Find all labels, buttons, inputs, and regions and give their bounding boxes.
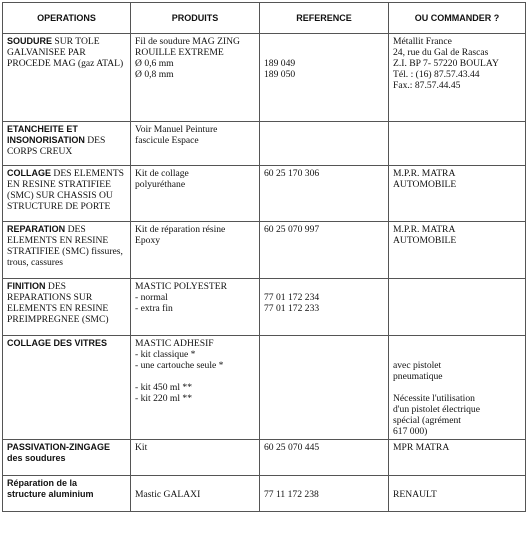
reference-line: 189 049 — [264, 58, 296, 69]
supplier-line: Métallit France — [393, 36, 452, 47]
reference-cell — [260, 122, 389, 166]
supplier-line: RENAULT — [393, 489, 437, 500]
operation-text: DES REPARATIONS SUR ELEMENTS EN RESINE PREIMPREGNEE (SMC) — [7, 281, 109, 325]
reference-spacer — [264, 281, 384, 292]
supplier-line: avec pistolet — [393, 360, 442, 371]
reference-cell — [260, 476, 389, 512]
operation-cell — [3, 440, 131, 476]
table-row — [3, 279, 526, 336]
supplier-line: M.P.R. MATRA — [393, 224, 456, 235]
supplier-line: Fax.: 87.57.44.45 — [393, 80, 461, 91]
operation-cell — [3, 336, 131, 440]
product-spacer — [135, 478, 255, 489]
reference-line: 77 11 172 238 — [264, 489, 319, 500]
product-line: - kit 220 ml ** — [135, 393, 193, 404]
product-line: Fil de soudure MAG ZING — [135, 36, 240, 47]
operation-bold: REPARATION — [7, 224, 66, 234]
table-row — [3, 166, 526, 222]
product-line: Ø 0,8 mm — [135, 69, 174, 80]
product-cell — [131, 166, 260, 222]
product-line: - extra fin — [135, 303, 173, 314]
operation-text: DES CORPS CREUX — [7, 135, 106, 157]
operation-bold: COLLAGE — [7, 168, 51, 178]
reference-spacer — [264, 478, 384, 489]
supplier-cell — [389, 336, 526, 440]
reference-line: 77 01 172 233 — [264, 303, 320, 314]
table-row — [3, 440, 526, 476]
supplier-line: d'un pistolet électrique — [393, 404, 480, 415]
reference-cell — [260, 279, 389, 336]
product-cell — [131, 122, 260, 166]
supplier-cell — [389, 122, 526, 166]
supplier-spacer — [393, 349, 521, 360]
operations-table — [2, 2, 526, 512]
operation-cell — [3, 122, 131, 166]
supplier-cell — [389, 440, 526, 476]
product-cell — [131, 440, 260, 476]
reference-cell — [260, 34, 389, 122]
header-operations: OPERATIONS — [3, 3, 131, 34]
product-line: MASTIC ADHESIF — [135, 338, 214, 349]
product-line: - kit 450 ml ** — [135, 382, 193, 393]
supplier-cell — [389, 279, 526, 336]
supplier-line: 617 000) — [393, 426, 428, 437]
header-produits: PRODUITS — [131, 3, 260, 34]
product-cell — [131, 476, 260, 512]
operation-bold: FINITION — [7, 281, 46, 291]
product-line: polyuréthane — [135, 179, 186, 190]
supplier-line: 24, rue du Gal de Rascas — [393, 47, 489, 58]
operation-text: SUR TOLE GALVANISEE PAR PROCEDE MAG (gaz ATAL) — [7, 36, 124, 69]
supplier-line: M.P.R. MATRA — [393, 168, 456, 179]
reference-cell — [260, 336, 389, 440]
product-spacer — [135, 371, 255, 382]
operation-bold: ETANCHEITE ET INSONORISATION — [7, 124, 85, 145]
product-line: Ø 0,6 mm — [135, 58, 174, 69]
table-row — [3, 34, 526, 122]
header-reference: REFERENCE — [260, 3, 389, 34]
reference-spacer — [264, 47, 384, 58]
table-row — [3, 122, 526, 166]
supplier-line: Nécessite l'utilisation — [393, 393, 475, 404]
operation-text: DES ELEMENTS EN RESINE STRATIFIEE (SMC) fissures, trous, cassures — [7, 224, 123, 268]
operation-bold: COLLAGE DES VITRES — [7, 338, 108, 348]
product-line: - kit classique * — [135, 349, 196, 360]
table-row — [3, 336, 526, 440]
product-cell — [131, 34, 260, 122]
reference-cell — [260, 166, 389, 222]
reference-cell — [260, 222, 389, 279]
product-line: ROUILLE EXTREME — [135, 47, 224, 58]
reference-line: 77 01 172 234 — [264, 292, 320, 303]
supplier-line: Tél. : (16) 87.57.43.44 — [393, 69, 480, 80]
operation-text: DES ELEMENTS EN RESINE STRATIFIEE (SMC) SUR CHASSIS OU STRUCTURE DE PORTE — [7, 168, 125, 212]
supplier-line: AUTOMOBILE — [393, 179, 457, 190]
supplier-line: AUTOMOBILE — [393, 235, 457, 246]
reference-line: 60 25 070 445 — [264, 442, 320, 453]
supplier-spacer — [393, 478, 521, 489]
product-line: MASTIC POLYESTER — [135, 281, 228, 292]
operation-cell — [3, 166, 131, 222]
header-row — [3, 3, 526, 34]
supplier-cell — [389, 166, 526, 222]
supplier-spacer — [393, 338, 521, 349]
reference-line: 189 050 — [264, 69, 296, 80]
operation-bold: Réparation de la — [7, 478, 78, 488]
reference-cell — [260, 440, 389, 476]
operation-bold: PASSIVATION-ZINGAGE — [7, 442, 111, 452]
product-line: - normal — [135, 292, 168, 303]
product-line: Kit de collage — [135, 168, 189, 179]
product-line: - une cartouche seule * — [135, 360, 224, 371]
product-line: Kit — [135, 442, 148, 453]
operation-bold-2: des soudures — [7, 453, 66, 463]
product-line: fascicule Espace — [135, 135, 199, 146]
product-cell — [131, 222, 260, 279]
operation-cell — [3, 279, 131, 336]
product-line: Voir Manuel Peinture — [135, 124, 218, 135]
operation-cell — [3, 476, 131, 512]
reference-spacer — [264, 36, 384, 47]
operation-bold: SOUDURE — [7, 36, 53, 46]
product-line: Epoxy — [135, 235, 161, 246]
supplier-line: MPR MATRA — [393, 442, 450, 453]
product-cell — [131, 279, 260, 336]
operation-cell — [3, 222, 131, 279]
product-line: Kit de réparation résine — [135, 224, 226, 235]
operation-cell — [3, 34, 131, 122]
supplier-spacer — [393, 382, 521, 393]
supplier-line: spécial (agrément — [393, 415, 461, 426]
table-row — [3, 222, 526, 279]
supplier-line: pneumatique — [393, 371, 443, 382]
supplier-cell — [389, 476, 526, 512]
operation-bold-2: structure aluminium — [7, 489, 94, 499]
product-line: Mastic GALAXI — [135, 489, 201, 500]
reference-line: 60 25 170 306 — [264, 168, 320, 179]
product-cell — [131, 336, 260, 440]
supplier-cell — [389, 222, 526, 279]
supplier-cell — [389, 34, 526, 122]
reference-line: 60 25 070 997 — [264, 224, 320, 235]
supplier-line: Z.I. BP 7- 57220 BOULAY — [393, 58, 499, 69]
table-row — [3, 476, 526, 512]
header-ou-commander: OU COMMANDER ? — [389, 3, 526, 34]
